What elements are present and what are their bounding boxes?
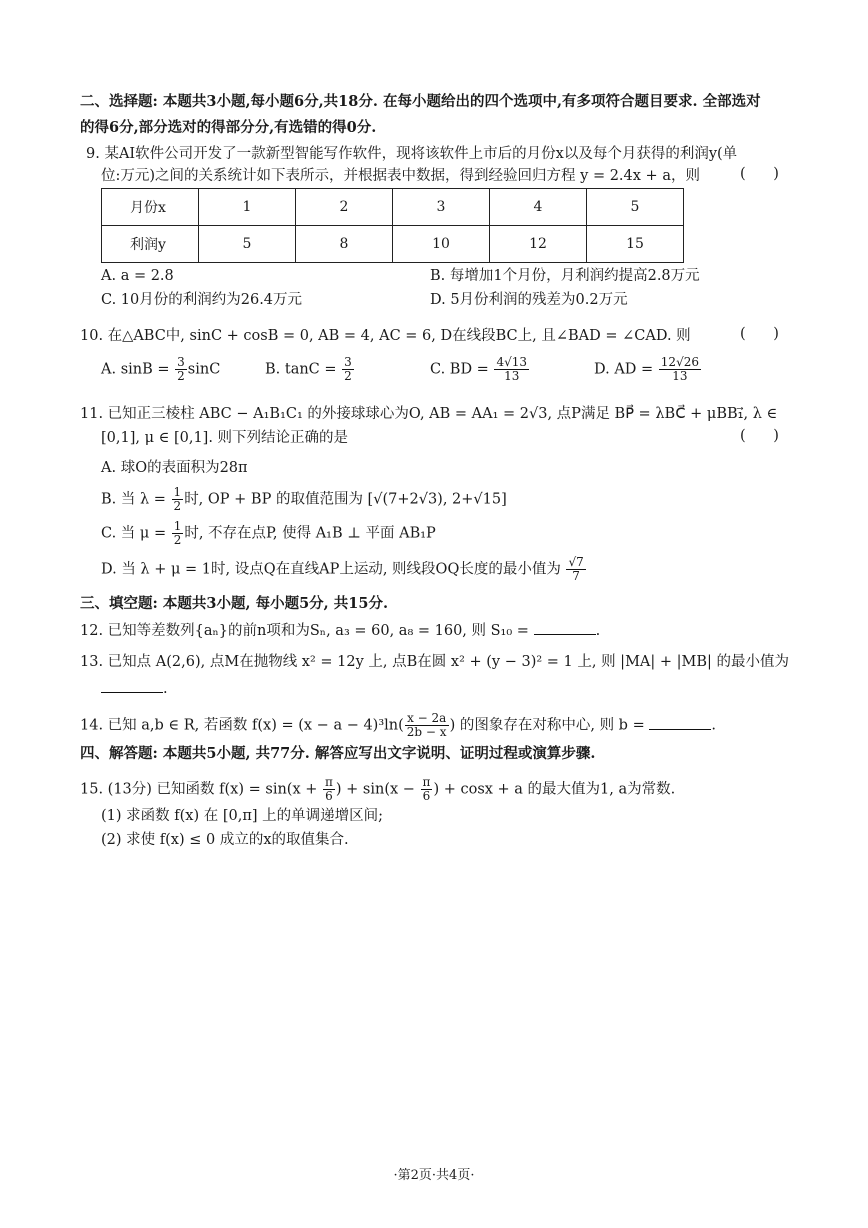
q9-option-d: D. 5月份利润的残差为0.2万元 [430,292,628,308]
section2-heading-line2: 的得6分,部分选对的得部分分,有选错的得0分. [80,119,377,136]
numerator: √7 [568,555,584,569]
numerator: 12√26 [660,355,699,369]
table-cell: 15 [587,226,684,263]
q9-answer-paren: ( ) [740,166,779,182]
denominator: 2 [173,533,182,547]
numerator: 3 [344,355,352,369]
q11-stem-line1: 11. 已知正三棱柱 ABC − A₁B₁C₁ 的外接球球心为O, AB = AA₁ = 2√3, 点P满足 BP⃗ = λBC⃗ + μBB₁⃗, λ ∈ [80,406,778,422]
q15-prefix: 15. (13分) 已知函数 f(x) = sin(x + [80,781,318,798]
q12-end: . [595,623,601,639]
table-cell: 1 [199,189,296,226]
option-text: A. sinB = [101,361,170,378]
fraction [494,356,529,383]
q14-end: . [711,717,716,734]
table-row-label: 利润y [102,226,199,263]
q14-prefix: 14. 已知 a,b ∈ R, 若函数 f(x) = (x − a − 4)³ln [80,717,399,734]
q11-option-d [101,556,587,583]
option-text: 时, OP + BP 的取值范围为 [√(7+2√3), 2+√15] [184,491,507,508]
paren-close: ) [449,717,456,734]
option-text: C. 当 μ = [101,525,167,542]
answer-blank [649,715,711,730]
fraction [175,356,187,383]
fraction [405,712,449,739]
q11-option-b [101,486,507,513]
q9-option-a: A. a = 2.8 [101,268,174,284]
fraction [172,486,184,513]
denominator: 2 [177,369,185,383]
q10-answer-paren: ( ) [740,326,779,342]
table-cell: 2 [296,189,393,226]
fraction [172,520,184,547]
option-text: D. AD = [594,361,654,378]
table-row [102,226,684,263]
option-text: 时, 不存在点P, 使得 A₁B ⊥ 平面 AB₁P [184,525,436,542]
fraction [421,776,433,803]
q9-stem-line2: 位:万元)之间的关系统计如下表所示，并根据表中数据，得到经验回归方程 y = 2.4x + a，则 [101,168,700,184]
numerator: 3 [177,355,185,369]
q11-answer-paren: ( ) [740,428,779,444]
q10-option-a [101,356,220,383]
q10-option-d [594,356,702,383]
q15-suffix: ) + cosx + a 的最大值为1, a为常数. [433,781,676,798]
q12-text: 12. 已知等差数列{aₙ}的前n项和为Sₙ, a₃ = 60, a₈ = 160, 则 S₁₀ = [80,623,529,639]
q12-stem [80,620,600,641]
q10-option-c [430,356,530,383]
answer-blank [101,678,163,693]
section4-heading: 四、解答题: 本题共5小题, 共77分. 解答应写出文字说明、证明过程或演算步骤. [80,745,596,762]
denominator: 2b − x [406,725,447,739]
option-text: sinC [187,361,221,378]
denominator: 6 [325,789,333,803]
table-cell: 5 [199,226,296,263]
q15-part1: (1) 求函数 f(x) 在 [0,π] 上的单调递增区间; [101,808,384,824]
numerator: 4√13 [496,355,528,369]
q15-stem [80,776,675,803]
q9-data-table [101,188,684,263]
option-text: B. tanC = [265,361,337,378]
q13-end: . [163,681,168,697]
table-cell: 10 [393,226,490,263]
fraction [323,776,335,803]
option-text: B. 当 λ = [101,491,166,508]
fraction [659,356,701,383]
table-row-label: 月份x [102,189,199,226]
table-cell: 4 [490,189,587,226]
fraction [566,556,585,583]
option-text: C. BD = [430,361,489,378]
denominator: 2 [344,369,352,383]
q14-stem [80,712,716,739]
table-row [102,189,684,226]
q10-option-b [265,356,355,383]
denominator: 2 [173,499,182,513]
denominator: 13 [672,369,688,383]
numerator: 1 [173,519,182,533]
paren-open: ( [398,717,404,734]
q11-option-c [101,520,436,547]
section3-heading: 三、填空题: 本题共3小题, 每小题5分, 共15分. [80,595,388,612]
q9-stem-line1: 9. 某AI软件公司开发了一款新型智能写作软件，现将该软件上市后的月份x以及每个月获得的利润y(单 [86,146,738,162]
q11-stem-line2: [0,1], μ ∈ [0,1]. 则下列结论正确的是 [101,430,349,446]
table-cell: 5 [587,189,684,226]
section2-heading-line1: 二、选择题: 本题共3小题,每小题6分,共18分. 在每小题给出的四个选项中,有多项符合题目要求. 全部选对 [80,93,761,110]
q9-option-c: C. 10月份的利润约为26.4万元 [101,292,303,308]
denominator: 13 [504,369,520,383]
numerator: x − 2a [405,712,449,726]
option-text: D. 当 λ + μ = 1时, 设点Q在直线AP上运动, 则线段OQ长度的最小值为 [101,561,561,578]
numerator: π [422,775,431,789]
q14-suffix: 的图象存在对称中心, 则 b = [459,717,645,734]
page-footer: ·第2页·共4页· [393,1168,475,1183]
fraction [342,356,354,383]
table-cell: 3 [393,189,490,226]
q13-stem: 13. 已知点 A(2,6), 点M在抛物线 x² = 12y 上, 点B在圆 x² + (y − 3)² = 1 上, 则 |MA| + |MB| 的最小值为 [80,654,790,670]
q9-option-b: B. 每增加1个月份，月利润约提高2.8万元 [430,268,700,284]
q15-mid: ) + sin(x − [335,781,415,798]
answer-blank [534,620,596,635]
denominator: 6 [422,789,431,803]
table-cell: 8 [296,226,393,263]
numerator: π [325,775,333,789]
denominator: 7 [572,569,580,583]
q11-option-a: A. 球O的表面积为28π [101,460,248,476]
q15-part2: (2) 求使 f(x) ≤ 0 成立的x的取值集合. [101,832,349,848]
numerator: 1 [173,485,182,499]
table-cell: 12 [490,226,587,263]
q10-stem: 10. 在△ABC中, sinC + cosB = 0, AB = 4, AC = 6, D在线段BC上, 且∠BAD = ∠CAD. 则 [80,328,691,344]
q13-answer-line [101,678,168,699]
